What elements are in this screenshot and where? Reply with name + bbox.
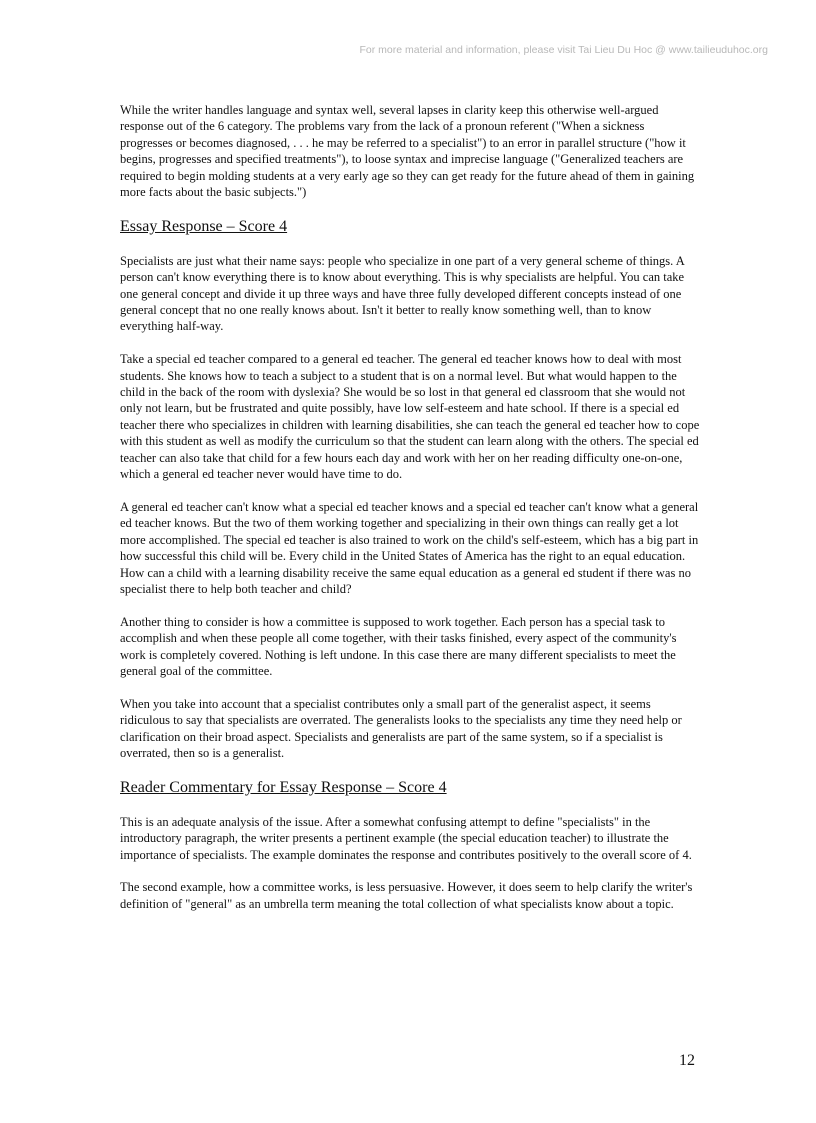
essay-paragraph: Another thing to consider is how a committee is supposed to work together. Each person has a special task to accomplish and when these people all come together, with their tasks finished, every aspect of the community's work is completely covered. Nothing is left undone. In this case there are many different specialists to meet the general goal of the committee. bbox=[120, 614, 677, 678]
page-number: 12 bbox=[679, 1052, 695, 1069]
commentary-paragraph: This is an adequate analysis of the issue. After a somewhat confusing attempt to define "specialists" in the introductory paragraph, the writer presents a pertinent example (the special education teacher) to illustrate the importance of specialists. The example dominates the response and contributes positively to the overall score of 4. bbox=[120, 814, 692, 862]
essay-paragraph: Specialists are just what their name says: people who specialize in one part of a very general scheme of things. A person can't know everything there is to know about everything. This is why specialists are helpful. You can take one general concept and divide it up three ways and have three fully developed different concepts instead of one general concept that no one really knows about. Isn't it better to really know something well, than to know everything half-way. bbox=[120, 253, 685, 334]
essay-paragraph: A general ed teacher can't know what a special ed teacher knows and a special ed teacher can't know what a general ed teacher knows. But the two of them working together and specializing in their own things can really get a lot more accomplished. The special ed teacher is also trained to work on the child's self-esteem, which has a big part in how successful this child will be. Every child in the United States of America has the right to an equal education. How can a child with a learning disability receive the same equal education as a general ed student if there was no specialist there to help both teacher and child? bbox=[120, 499, 699, 596]
page-content bbox=[120, 102, 700, 929]
intro-commentary-paragraph: While the writer handles language and syntax well, several lapses in clarity keep this otherwise well-argued response out of the 6 category. The problems vary from the lack of a pronoun referent ("When a sickness progresses or becomes diagnosed, . . . he may be referred to a specialist") to an error in parallel structure ("how it begins, progresses and specified treatments"), to loose syntax and imprecise language ("Generalized teachers are required to begin molding students at a very early age so they can get ready for the future ahead of them in gaining more facts about the basic subjects.") bbox=[120, 103, 695, 200]
header-source-note: For more material and information, please visit Tai Lieu Du Hoc @ www.tailieuduhoc.org bbox=[359, 44, 768, 56]
commentary-paragraph: The second example, how a committee works, is less persuasive. However, it does seem to help clarify the writer's definition of "general" as an umbrella term meaning the total collection of what specialists know about a topic. bbox=[120, 880, 693, 911]
essay-heading: Essay Response – Score 4 bbox=[120, 217, 288, 235]
commentary-heading: Reader Commentary for Essay Response – Score 4 bbox=[120, 778, 447, 796]
essay-paragraph: When you take into account that a specialist contributes only a small part of the generalist aspect, it seems ridiculous to say that specialists are overrated. The generalists looks to the specialists any time they need help or clarification on their broad aspect. Specialists and generalists are part of the same system, so if a specialist is overrated, then so is a generalist. bbox=[120, 696, 682, 760]
essay-paragraph: Take a special ed teacher compared to a general ed teacher. The general ed teacher knows how to deal with most students. She knows how to teach a subject to a student that is on a normal level. But what would happen to the child in the back of the room with dyslexia? She would be so lost in that general ed classroom that she would not only not learn, but be frustrated and quite possibly, have low self-esteem and hate school. If there is a special ed teacher there who specializes in children with learning disabilities, she can teach the general ed teacher how to cope with this student as well as modify the curriculum so that the student can learn along with the others. The special ed teacher can also take that child for a few hours each day and work with her on her reading difficulty one-on-one, which a general ed teacher never would have time to do. bbox=[120, 352, 700, 482]
